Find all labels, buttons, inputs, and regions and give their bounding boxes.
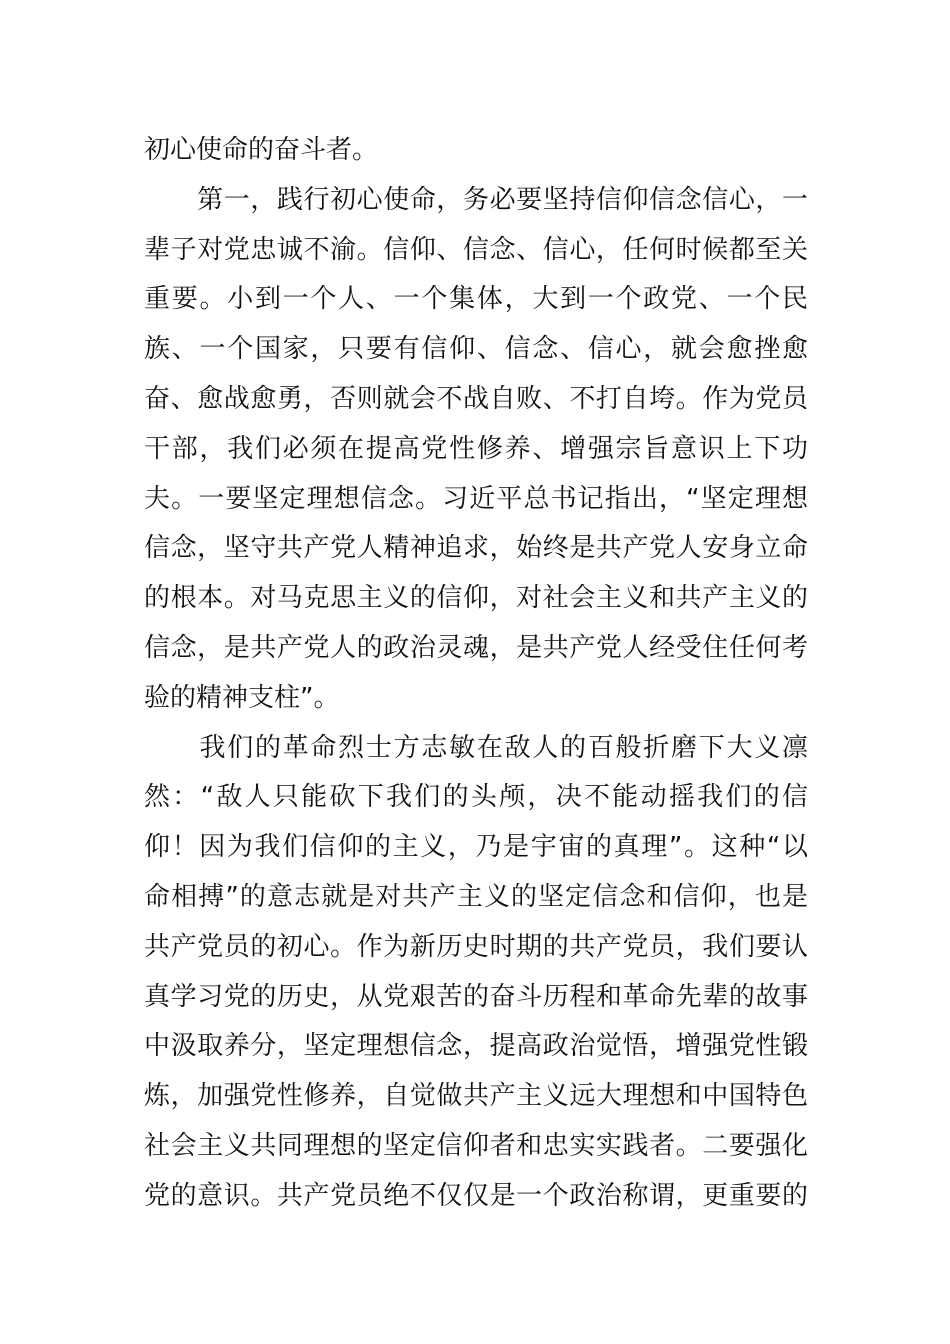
text-line-14: 然：“敌人只能砍下我们的头颅，决不能动摇我们的信 [144,782,808,813]
text-line-16: 命相搏”的意志就是对共产主义的坚定信念和信仰，也是 [144,881,808,912]
text-line-20: 炼，加强党性修养，自觉做共产主义远大理想和中国特色 [144,1081,808,1112]
text-line-13: 我们的革命烈士方志敏在敌人的百般折磨下大义凛 [144,732,808,763]
text-line-9: 信念，坚守共产党人精神追求，始终是共产党人安身立命 [144,533,808,564]
text-line-19: 中汲取养分，坚定理想信念，提高政治觉悟，增强党性锻 [144,1031,808,1062]
text-line-11: 信念，是共产党人的政治灵魂，是共产党人经受住任何考 [144,632,808,663]
body-text [144,126,808,1222]
text-line-15: 仰！因为我们信仰的主义，乃是宇宙的真理”。这种“以 [144,832,808,863]
text-line-3: 辈子对党忠诚不渝。信仰、信念、信心，任何时候都至关 [144,234,808,265]
text-line-12: 验的精神支柱”。 [144,682,340,713]
text-line-18: 真学习党的历史，从党艰苦的奋斗历程和革命先辈的故事 [144,981,808,1012]
text-line-10: 的根本。对马克思主义的信仰，对社会主义和共产主义的 [144,583,808,614]
text-line-22: 党的意识。共产党员绝不仅仅是一个政治称谓，更重要的 [144,1180,808,1211]
text-line-8: 夫。一要坚定理想信念。习近平总书记指出，“坚定理想 [144,483,808,514]
text-line-6: 奋、愈战愈勇，否则就会不战自败、不打自垮。作为党员 [144,383,808,414]
text-line-5: 族、一个国家，只要有信仰、信念、信心，就会愈挫愈 [144,334,808,365]
text-line-7: 干部，我们必须在提高党性修养、增强宗旨意识上下功 [144,433,808,464]
text-line-2: 第一，践行初心使命，务必要坚持信仰信念信心，一 [144,184,808,215]
text-line-1: 初心使命的奋斗者。 [144,135,379,165]
text-line-21: 社会主义共同理想的坚定信仰者和忠实实践者。二要强化 [144,1130,808,1161]
text-line-17: 共产党员的初心。作为新历史时期的共产党员，我们要认 [144,931,808,962]
text-line-4: 重要。小到一个人、一个集体，大到一个政党、一个民 [144,284,808,315]
